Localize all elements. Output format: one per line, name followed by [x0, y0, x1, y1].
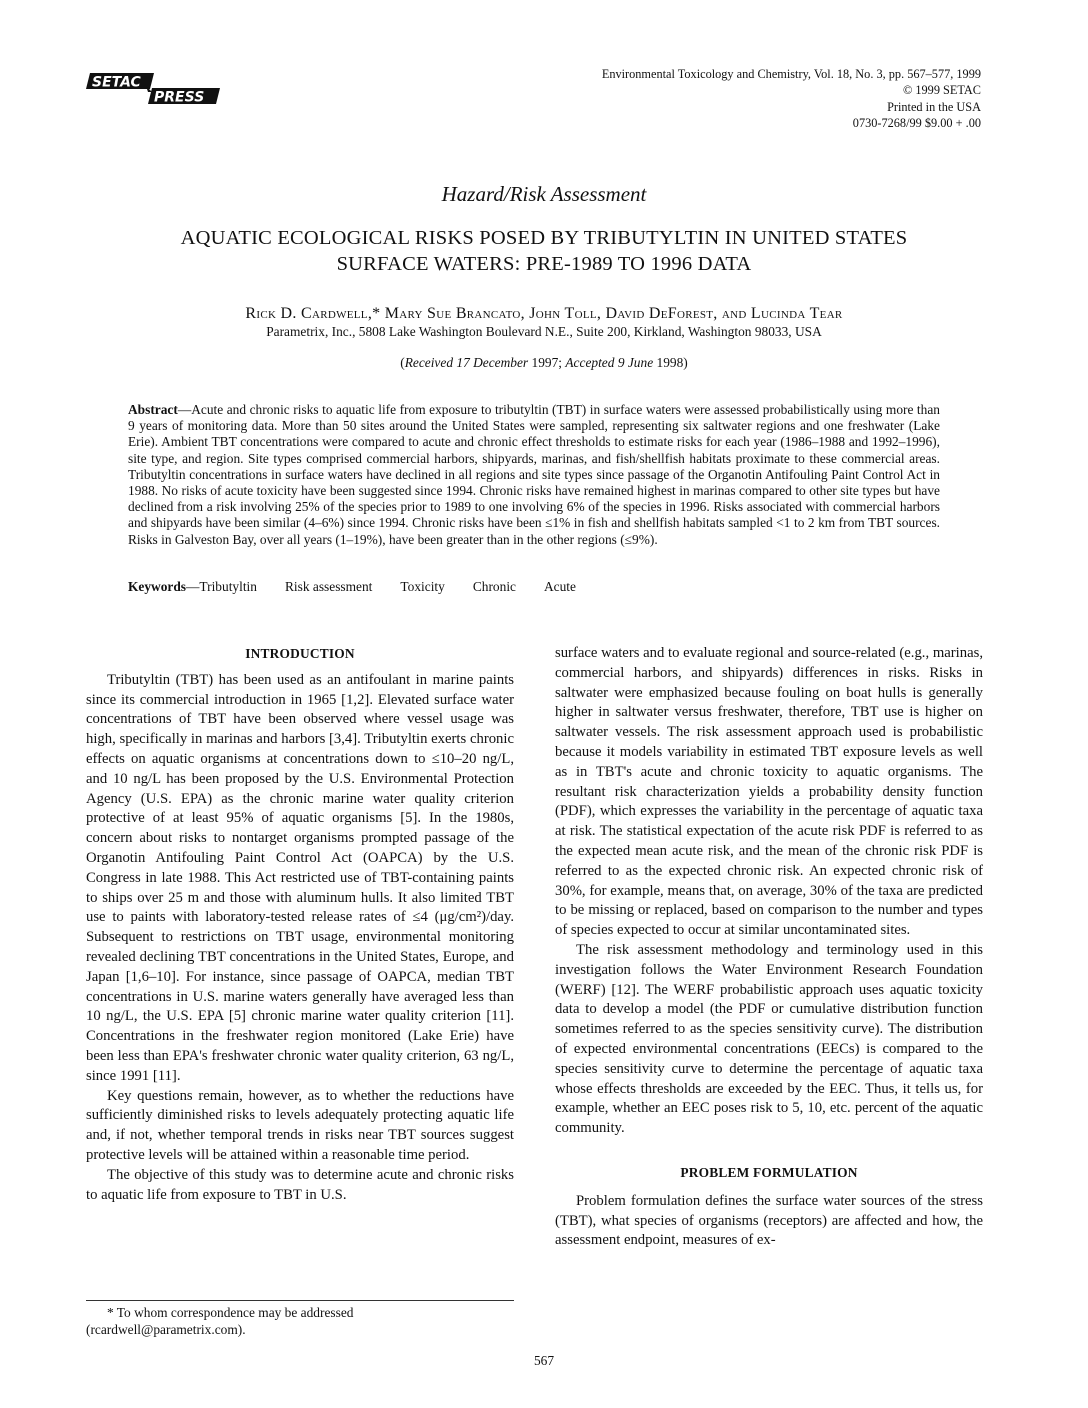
article-title [110, 225, 978, 277]
keyword: Toxicity [400, 579, 445, 594]
abstract-label: Abstract [128, 402, 178, 417]
body-paragraph: Key questions remain, however, as to whether the reductions have sufficiently diminished risks to levels adequately protecting aquatic life and, if not, whether temporal trends in risks near TBT sources suggest protective levels will be attained within a reasonable time period. [86, 1087, 514, 1163]
keyword: Risk assessment [284, 579, 373, 594]
accepted-label: Accepted [565, 355, 615, 370]
right-column [555, 644, 983, 1251]
keyword: Chronic [472, 579, 516, 594]
accepted-year: 1998) [656, 355, 688, 370]
abstract [128, 402, 940, 548]
abstract-text: —Acute and chronic risks to aquatic life from exposure to tributyltin (TBT) in surface waters were assessed probabilistically using more than 9 years of monitoring data. More than 50 sites around the United States were sampled, representing six saltwater regions and one freshwater (Lake Erie). Ambient TBT concentrations were compared to acute and chronic effect thresholds to estimate risks for each year (1986–1988 and 1992–1996), site type, and region. Site types comprised commercial harbors, shipyards, marinas, and fish/shellfish habitats proximate to these commercial areas. Tributyltin concentrations in surface waters have declined in all regions and site types since passage of the Organotin Antifouling Paint Control Act in 1988. No risks of acute toxicity have been suggested since 1994. Chronic risks have remained highest in marinas compared to other site types but have declined from a risk involving 25% of the species prior to 1989 to one involving 6% of the species in 1996. Risks associated with commercial harbors and shipyards have been similar (4–6%) since 1994. Chronic risks have been ≤1% in fish and shellfish habitats sampled <1 to 2 km from TBT sources. Risks in Galveston Bay, over all years (1–19%), have been greater than in the other regions (≤9%). [128, 402, 940, 547]
section-heading-introduction: INTRODUCTION [245, 646, 355, 661]
accepted-date: 9 June [617, 355, 654, 370]
footnote [86, 1304, 514, 1338]
journal-info [602, 66, 981, 131]
body-paragraph: Problem formulation defines the surface water sources of the stress (TBT), what species of organisms (receptors) are affected and how, the assessment endpoint, measures of ex- [555, 1192, 983, 1249]
received-label: Received [404, 355, 454, 370]
keyword: —Tributyltin [186, 579, 257, 594]
footnote-email: (rcardwell@parametrix.com). [86, 1322, 246, 1337]
body-paragraph-continued: surface waters and to evaluate regional and source-related (e.g., marinas, commercial harbors, and shipyards) differences in risks. Risks in saltwater were emphasized because fouling on boat hulls is generally higher in saltwater versus freshwater, therefore, TBT use is higher on saltwater vessels. The risk assessment approach used is probabilistic because it models variability in estimated TBT exposure levels as well as in TBT's acute and chronic toxicity to aquatic organisms. The resultant risk characterization yields a probability density function (PDF), which expresses the variability in the percentage of aquatic taxa at risk. The statistical expectation of the acute risk PDF is referred to as the expected mean acute risk, and the mean of the chronic risk PDF is referred to as the expected chronic risk. An expected chronic risk of 30%, for example, means that, on average, 30% of the taxa are predicted to be missing or replaced, based on comparison to the number and types of species expected to occur at similar uncontaminated sites. [555, 645, 983, 939]
page-number: 567 [533, 1353, 555, 1368]
copyright: © 1999 SETAC [902, 83, 981, 98]
footnote-divider [86, 1300, 514, 1301]
keywords-label: Keywords [128, 579, 187, 594]
body-paragraph: The objective of this study was to determine acute and chronic risks to aquatic life from exposure to TBT in U.S. [86, 1166, 514, 1203]
received-date: 17 December [456, 355, 529, 370]
received-accepted-dates: (Received 17 December 1997; Accepted 9 June 1998) [400, 355, 688, 370]
printed-location: Printed in the USA [887, 99, 981, 114]
keywords [128, 579, 940, 595]
issn-price: 0730-7268/99 $9.00 + .00 [852, 115, 981, 130]
authors: Rick D. Cardwell,* Mary Sue Brancato, John Toll, David DeForest, and Lucinda Tear [245, 305, 843, 322]
body-paragraph: Tributyltin (TBT) has been used as an antifoulant in marine paints since its commercial introduction in 1965 [1,2]. Elevated surface water concentrations of TBT have been observed where vessel usage was high, specifically in marinas and harbors [3,4]. Tributyltin exerts chronic effects on aquatic organisms at concentrations down to ≤10–20 ng/L, and 10 ng/L has been proposed by the U.S. Environmental Protection Agency (U.S. EPA) as the chronic marine water quality criterion protective of at least 95% of aquatic organisms [5]. In the 1980s, concern about risks to nontarget organisms prompted passage of the Organotin Antifouling Paint Control Act (OAPCA) by the U.S. Congress in late 1988. This Act restricted use of TBT-containing paints to ships over 25 m and those with aluminum hulls. It also limited TBT use to paints with laboratory-tested release rates of ≤4 (μg/cm²)/day. Subsequent to restrictions on TBT usage, environmental monitoring revealed declining TBT concentrations in the United States, Europe, and Japan [1,6–10]. For instance, since passage of OAPCA, median TBT concentrations in U.S. marine waters generally have averaged less than 10 ng/L, the U.S. EPA [5] chronic marine water quality criterion [11]. Concentrations in the freshwater region monitored (Lake Erie) have been less than EPA's freshwater chronic water quality criterion, 63 ng/L, since 1991 [11]. [86, 671, 514, 1084]
title-line-2: SURFACE WATERS: PRE-1989 TO 1996 DATA [336, 253, 752, 275]
journal-citation: Environmental Toxicology and Chemistry, Vol. 18, No. 3, pp. 567–577, 1999 [601, 67, 981, 81]
received-year: 1997; [531, 355, 563, 370]
section-label: Hazard/Risk Assessment [441, 182, 647, 206]
svg-text:PRESS: PRESS [154, 89, 205, 106]
footnote-line-1: * To whom correspondence may be addressed [107, 1305, 354, 1320]
body-paragraph: The risk assessment methodology and terminology used in this investigation follows the Water Environment Research Foundation (WERF) [12]. The WERF probabilistic approach uses aquatic toxicity data to develop a model (the PDF or cumulative distribution function sometimes referred to as the species sensitivity curve). The distribution of expected environmental concentrations (EECs) is compared to the species sensitivity curve to determine the percentage of aquatic taxa whose effects thresholds are exceeded by the EEC. Thus, it tells us, for example, whether an EEC poses risk to 5, 10, etc. percent of the aquatic community. [555, 941, 983, 1137]
title-line-1: AQUATIC ECOLOGICAL RISKS POSED BY TRIBUTYLTIN IN UNITED STATES [180, 227, 908, 249]
svg-text:SETAC: SETAC [92, 74, 141, 91]
keyword: Acute [543, 579, 576, 594]
left-column [86, 644, 514, 1205]
section-heading-problem-formulation: PROBLEM FORMULATION [680, 1164, 858, 1180]
affiliation: Parametrix, Inc., 5808 Lake Washington Boulevard N.E., Suite 200, Kirkland, Washington 98033, USA [266, 324, 822, 339]
setac-press-logo [86, 70, 222, 106]
